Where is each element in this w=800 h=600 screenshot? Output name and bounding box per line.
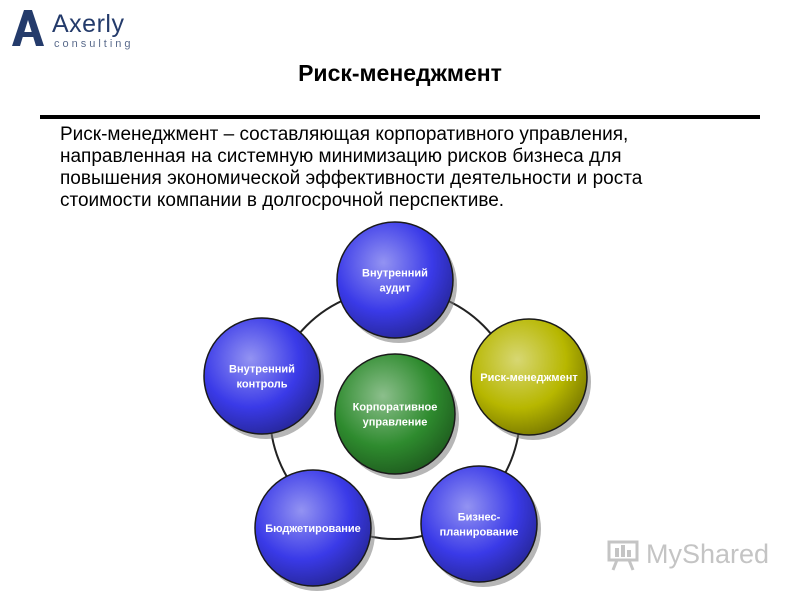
node-business-planning-circle xyxy=(421,466,537,582)
page-title: Риск-менеджмент xyxy=(298,60,502,86)
node-internal-audit-label: Внутренний xyxy=(362,267,428,280)
node-corporate-governance xyxy=(335,354,459,479)
node-internal-audit-label: аудит xyxy=(379,282,411,295)
node-business-planning xyxy=(421,466,541,587)
node-internal-control xyxy=(204,318,324,439)
node-internal-control-label: контроль xyxy=(236,378,288,391)
node-business-planning-label: Бизнес- xyxy=(457,511,501,524)
watermark-text: MyShared xyxy=(646,539,770,569)
intro-line: стоимости компании в долгосрочной перспективе. xyxy=(60,190,505,211)
node-budgeting-label: Бюджетирование xyxy=(265,523,361,535)
node-internal-control-circle xyxy=(204,318,320,434)
presentation-board-icon xyxy=(606,538,642,572)
node-budgeting xyxy=(255,470,375,591)
node-risk-management xyxy=(471,319,591,440)
node-corporate-governance-circle xyxy=(335,354,455,474)
node-corporate-governance-label: управление xyxy=(362,416,428,429)
node-internal-audit xyxy=(337,222,457,343)
watermark xyxy=(606,538,770,572)
node-risk-management-label: Риск-менеджмент xyxy=(480,372,578,384)
intro-line: повышения экономической эффективности деятельности и роста xyxy=(60,168,643,189)
logo-name: Axerly xyxy=(52,10,125,38)
intro-line: направленная на системную минимизацию рисков бизнеса для xyxy=(60,146,622,167)
node-internal-audit-circle xyxy=(337,222,453,338)
intro-line: Риск-менеджмент – составляющая корпоративного управления, xyxy=(60,124,629,145)
node-corporate-governance-label: Корпоративное xyxy=(352,401,438,414)
node-internal-control-label: Внутренний xyxy=(229,363,295,376)
logo-tagline: consulting xyxy=(54,38,134,50)
node-business-planning-label: планирование xyxy=(439,526,519,539)
